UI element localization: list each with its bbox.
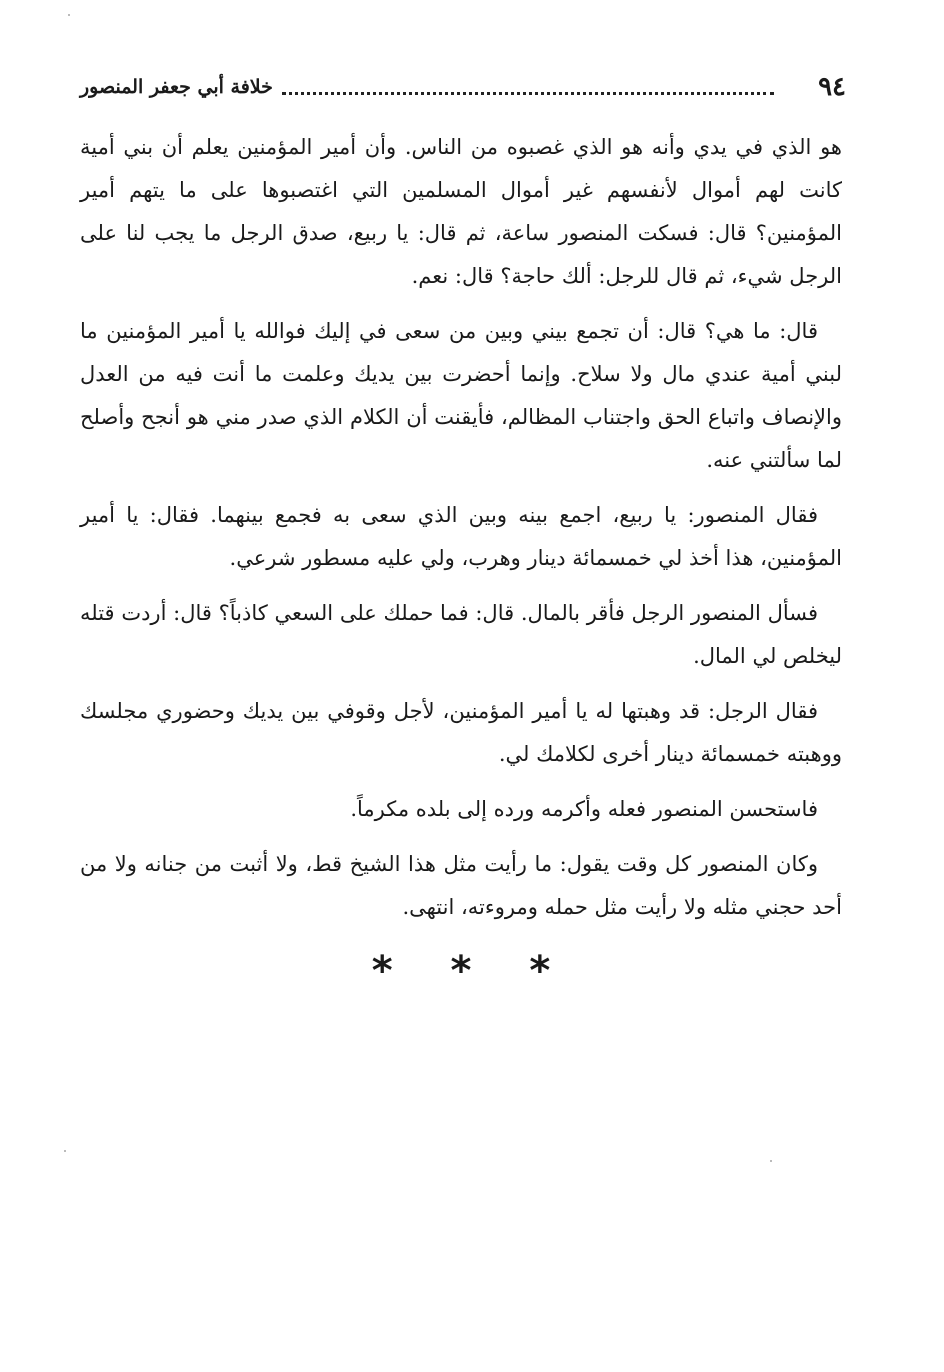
page-body	[80, 126, 842, 929]
paragraph-4: فسأل المنصور الرجل فأقر بالمال. قال: فما حملك على السعي كاذباً؟ قال: أردت قتله ليخلص لي المال.	[80, 601, 842, 668]
scan-speck	[64, 1150, 66, 1152]
paragraph-7: وكان المنصور كل وقت يقول: ما رأيت مثل هذا الشيخ قط، ولا أثبت من جنانه ولا من أحد حجني مثله ولا رأيت مثل حمله ومروءته، انتهى.	[80, 852, 842, 919]
paragraph-1: هو الذي في يدي وأنه هو الذي غصبوه من الناس. وأن أمير المؤمنين يعلم أن بني أمية كانت لهم أموال لأنفسهم غير أموال المسلمين التي اغتصبوها على ما يتهم أمير المؤمنين؟ قال: فسكت المنصور ساعة، ثم قال: يا ربيع، صدق الرجل ما يجب لنا على الرجل شيء، ثم قال للرجل: ألك حاجة؟ قال: نعم.	[80, 135, 842, 288]
page-number: ٩٤	[818, 72, 846, 102]
scan-speck	[770, 1160, 772, 1162]
running-title: خلافة أبي جعفر المنصور	[80, 76, 273, 98]
paragraph-2: قال: ما هي؟ قال: أن تجمع بيني وبين من سعى في إليك فوالله يا أمير المؤمنين ما لبني أمية عندي مال ولا سلاح. وإنما أحضرت بين يديك وعلمت ما أنت فيه من العدل والإنصاف واتباع الحق واجتناب المظالم، فأيقنت أن الكلام الذي صدر مني هو أنجح وأصلح لما سألتني عنه.	[80, 319, 842, 472]
paragraph-5: فقال الرجل: قد وهبتها له يا أمير المؤمنين، لأجل وقوفي بين يديك وحضوري مجلسك ووهبته خمسمائة دينار أخرى لكلامك لي.	[80, 699, 842, 766]
scan-speck	[68, 14, 70, 16]
section-separator: * * *	[371, 948, 573, 994]
paragraph-6: فاستحسن المنصور فعله وأكرمه ورده إلى بلده مكرماً.	[350, 797, 818, 821]
page-header	[80, 68, 846, 112]
paragraph-3: فقال المنصور: يا ربيع، اجمع بينه وبين الذي سعى به فجمع بينهما. فقال: يا أمير المؤمنين، هذا أخذ لي خمسمائة دينار وهرب، ولي عليه مسطور شرعي.	[80, 503, 842, 570]
header-dot-leader	[282, 92, 774, 95]
